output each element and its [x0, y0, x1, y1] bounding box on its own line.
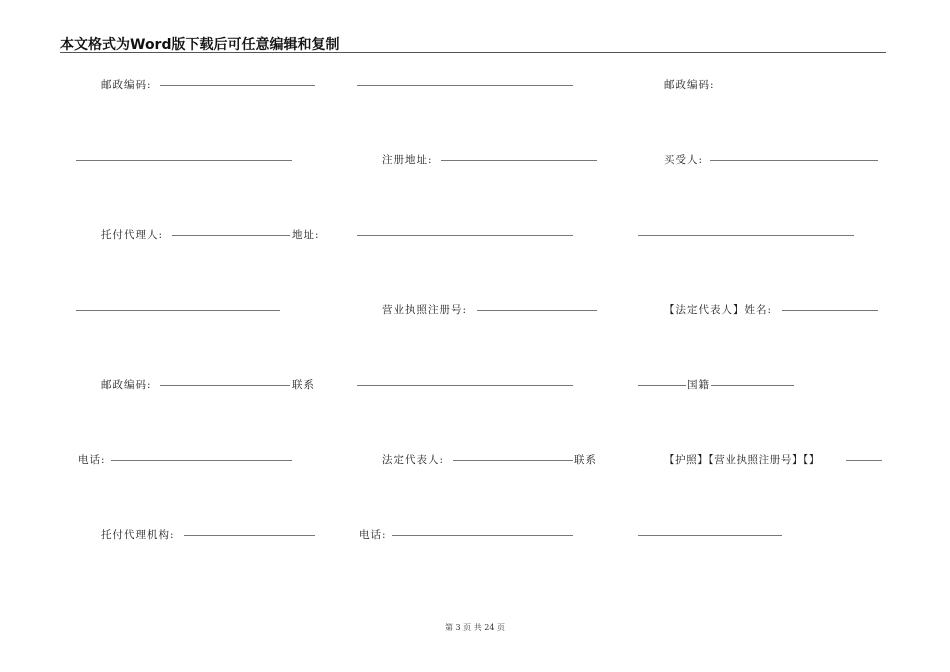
legal-rep-blank[interactable]	[453, 460, 573, 461]
blank-line[interactable]	[638, 385, 686, 386]
phone-label: 电话:	[359, 529, 387, 541]
agent-label: 托付代理人:	[101, 229, 164, 241]
address-label: 地址:	[292, 229, 320, 241]
blank-line[interactable]	[76, 160, 292, 161]
legal-rep-name-label: 【法定代表人】姓名:	[664, 304, 773, 316]
business-license-blank[interactable]	[477, 310, 597, 311]
registered-address-label: 注册地址:	[382, 154, 433, 166]
postal-code-blank[interactable]	[160, 385, 290, 386]
blank-line[interactable]	[76, 310, 280, 311]
buyer-label: 买受人:	[664, 154, 704, 166]
header-divider	[60, 52, 886, 53]
blank-line[interactable]	[357, 85, 573, 86]
nationality-label: 国籍	[687, 379, 710, 391]
blank-line[interactable]	[638, 535, 782, 536]
blank-line[interactable]	[357, 235, 573, 236]
phone-label: 电话:	[78, 454, 106, 466]
agency-label: 托付代理机构:	[101, 529, 175, 541]
agency-blank[interactable]	[184, 535, 315, 536]
document-header-title: 本文格式为Word版下载后可任意编辑和复制	[60, 37, 340, 53]
business-license-label: 营业执照注册号:	[382, 304, 468, 316]
postal-code-label: 邮政编码:	[101, 79, 152, 91]
contact-label: 联系	[292, 379, 315, 391]
registered-address-blank[interactable]	[441, 160, 597, 161]
postal-code-label: 邮政编码:	[664, 79, 715, 91]
phone-blank[interactable]	[392, 535, 573, 536]
agent-blank[interactable]	[172, 235, 290, 236]
page-number: 第 3 页 共 24 页	[445, 623, 505, 632]
legal-rep-name-blank[interactable]	[782, 310, 878, 311]
postal-code-blank[interactable]	[160, 85, 315, 86]
blank-line[interactable]	[357, 385, 573, 386]
blank-line[interactable]	[638, 235, 854, 236]
legal-rep-label: 法定代表人:	[382, 454, 445, 466]
nationality-blank[interactable]	[711, 385, 794, 386]
id-type-blank[interactable]	[846, 460, 882, 461]
id-type-label: 【护照】【营业执照注册号】【】	[664, 454, 820, 466]
contact-label: 联系	[574, 454, 597, 466]
phone-blank[interactable]	[111, 460, 292, 461]
buyer-blank[interactable]	[710, 160, 878, 161]
postal-code-label: 邮政编码:	[101, 379, 152, 391]
